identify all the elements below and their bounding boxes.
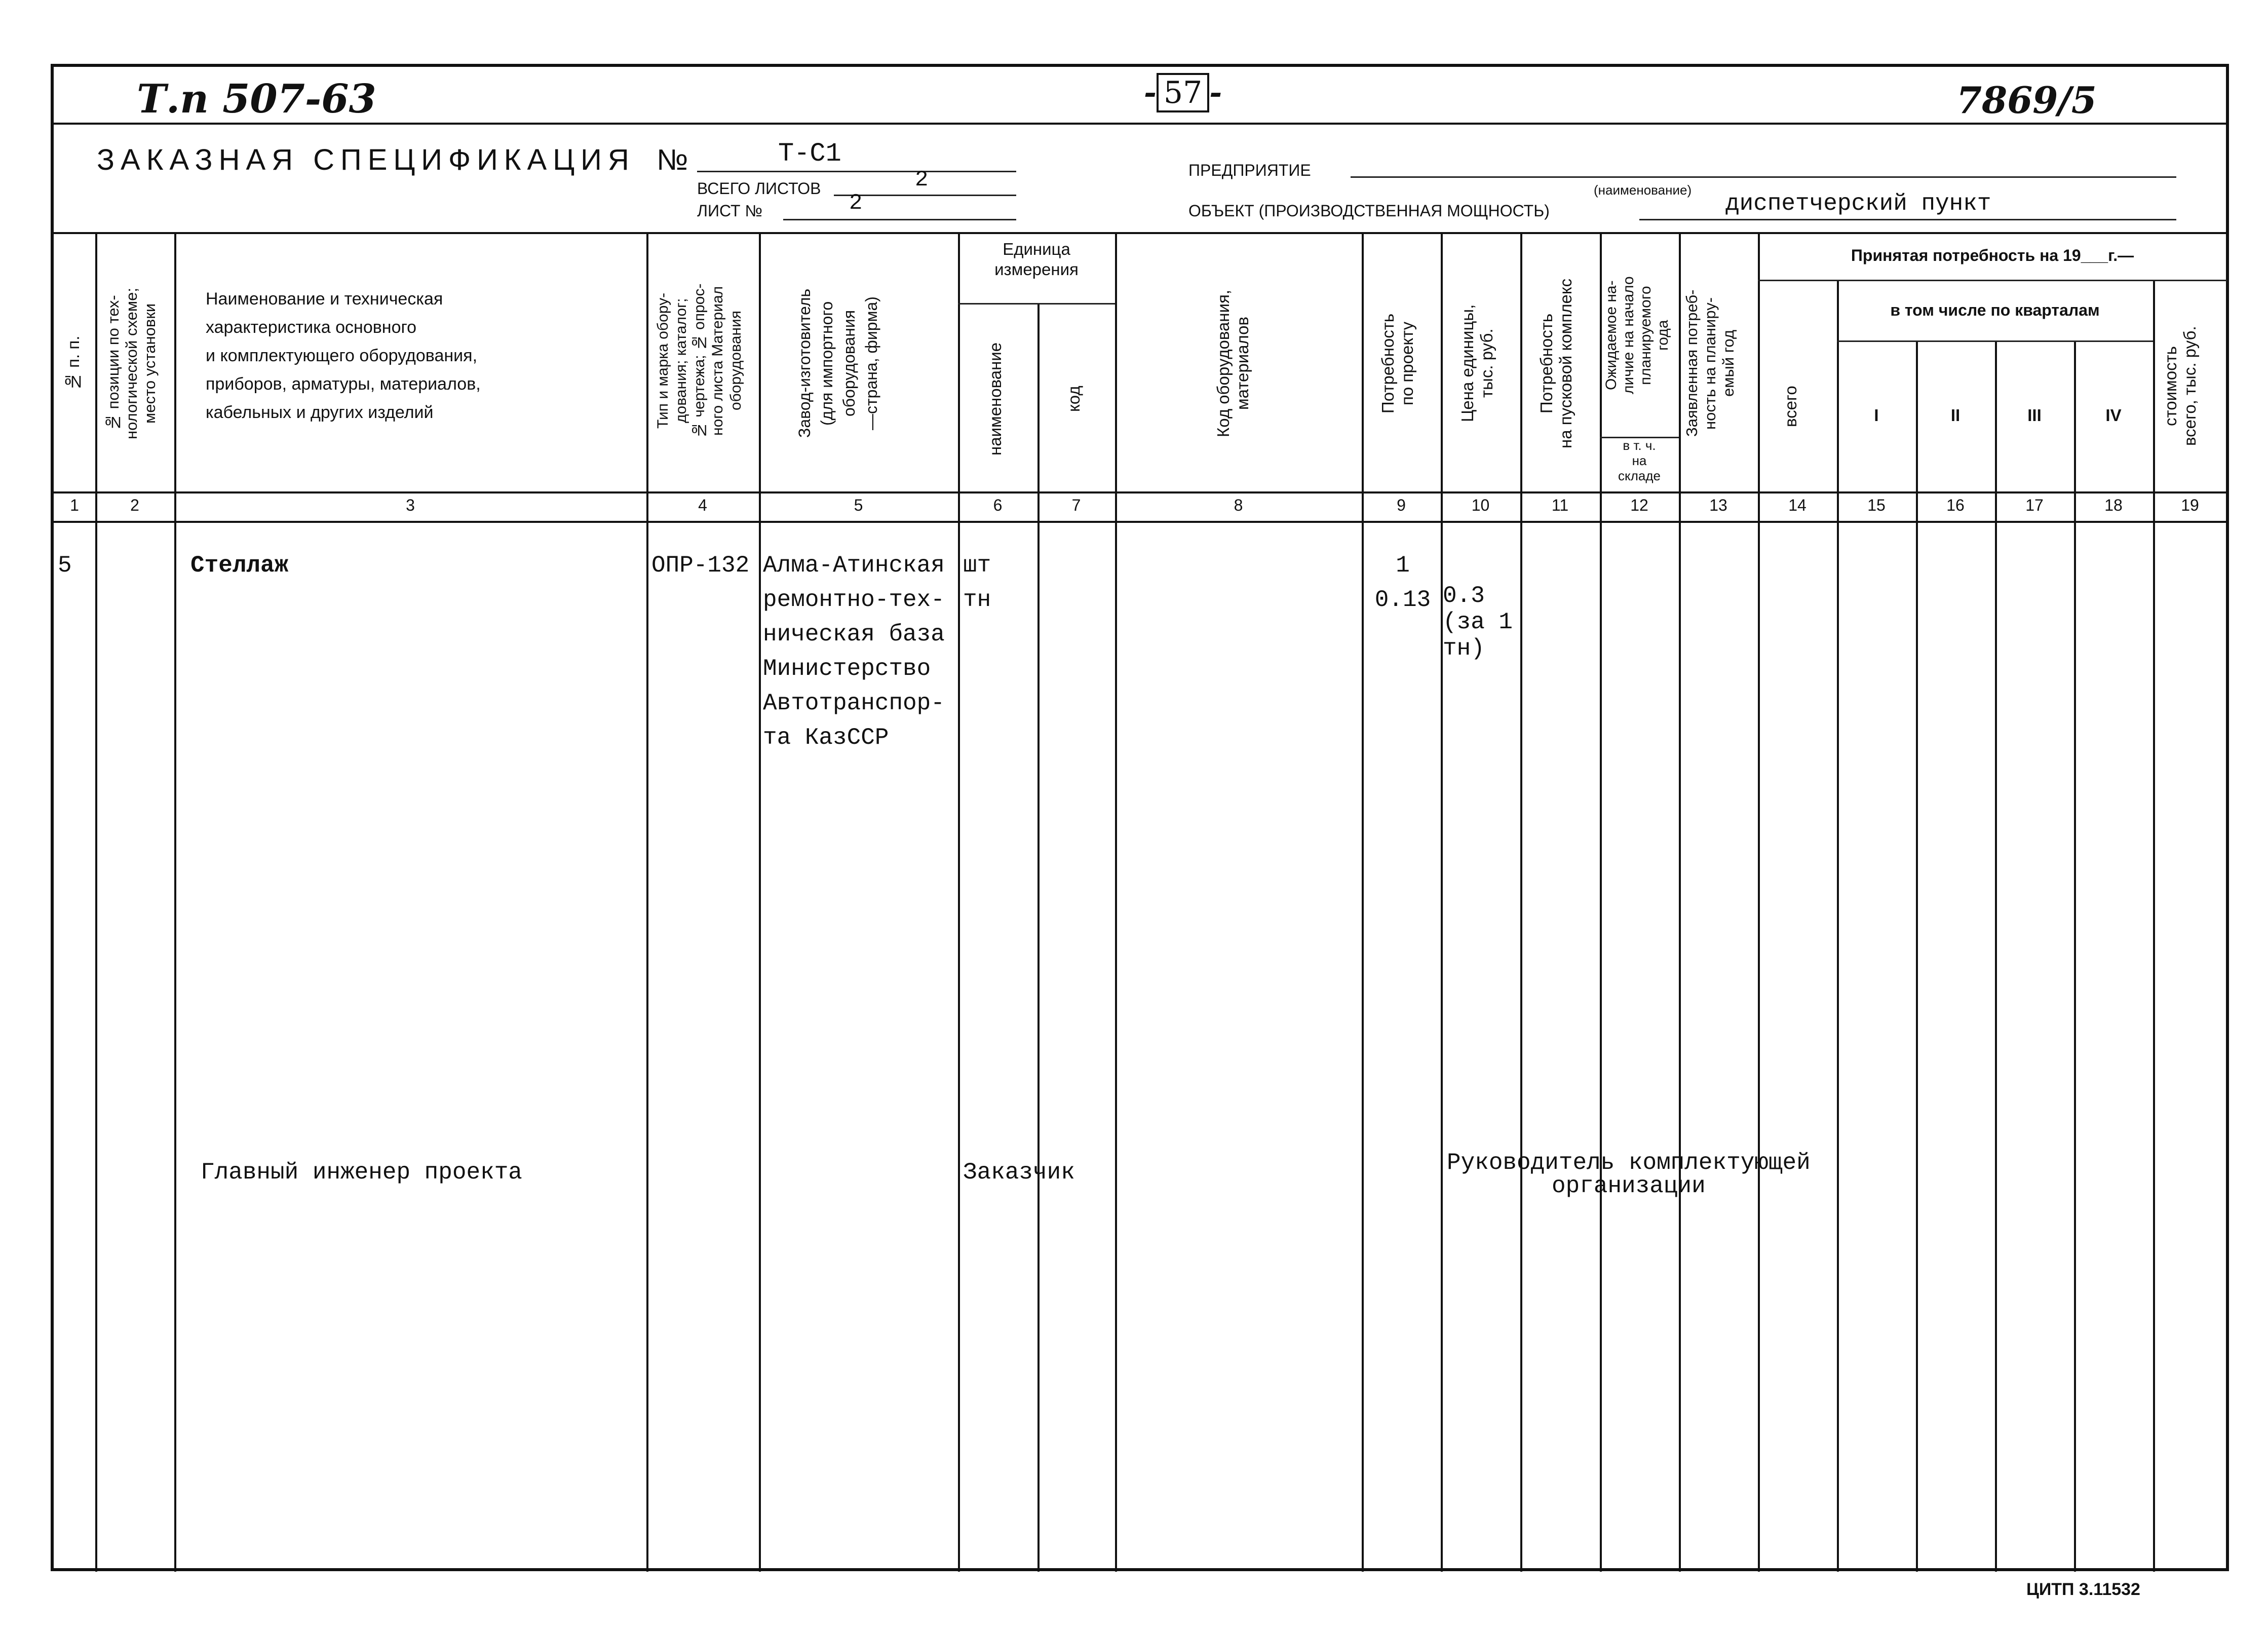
doc-number: 7869/5 <box>1956 79 2097 122</box>
col-num-15: 15 <box>1867 496 1886 514</box>
col-header-q1: I <box>1874 406 1879 425</box>
col-num-14: 14 <box>1788 496 1806 514</box>
col-num-8: 8 <box>1234 496 1243 514</box>
row-project-need: 1 0.13 <box>1374 552 1431 613</box>
col-header-startup-need: Потребность на пусковой комплекс <box>1537 278 1575 448</box>
col-num-7: 7 <box>1071 496 1081 514</box>
col-header-expected-stock: в т. ч. на складе <box>1618 438 1661 483</box>
col-header-scheme-pos: № позиции по тех- нологической схеме; место установки <box>104 287 159 439</box>
col-header-unit-group: Единица измерения <box>994 240 1079 279</box>
footer-stamp: ЦИТП 3.11532 <box>2026 1580 2140 1599</box>
signature-customer: Заказчик <box>963 1159 1075 1186</box>
col-header-equipment-code: Код оборудования, материалов <box>1214 289 1252 437</box>
col-num-11: 11 <box>1551 496 1569 514</box>
object-value: диспетчерский пункт <box>1725 191 1991 217</box>
col-num-10: 10 <box>1471 496 1490 514</box>
col-header-total-cost: стоимость всего, тыс. руб. <box>2161 326 2199 446</box>
signature-chief-engineer: Главный инженер проекта <box>201 1159 522 1186</box>
col-num-17: 17 <box>2025 496 2044 514</box>
total-sheets-label: ВСЕГО ЛИСТОВ <box>697 179 821 198</box>
enterprise-label: ПРЕДПРИЯТИЕ <box>1188 161 1311 179</box>
page-number: - 57 - <box>1144 75 1222 110</box>
page-number-box: 57 <box>1157 73 1209 112</box>
col-header-unit-code: код <box>1064 386 1083 412</box>
col-header-pos-num: № п. п. <box>64 335 83 391</box>
col-header-q2: II <box>1950 406 1961 425</box>
col-num-4: 4 <box>698 496 707 514</box>
col-num-1: 1 <box>70 496 79 514</box>
project-code: Т.п 507-63 <box>137 76 376 122</box>
col-num-2: 2 <box>130 496 139 514</box>
col-header-project-need: Потребность по проекту <box>1378 313 1416 413</box>
spec-title: ЗАКАЗНАЯ СПЕЦИФИКАЦИЯ <box>97 143 635 176</box>
specification-sheet <box>51 64 2229 1571</box>
sheet-label: ЛИСТ № <box>697 202 762 220</box>
col-header-quarters-group: в том числе по кварталам <box>1890 301 2100 319</box>
col-header-name: Наименование и техническая характеристика основного и комплектующего оборудования, приборов, арматуры, материалов, кабельных и других изделий <box>206 289 481 422</box>
col-num-5: 5 <box>854 496 863 514</box>
object-label: ОБЪЕКТ (ПРОИЗВОДСТВЕННАЯ МОЩНОСТЬ) <box>1188 202 1550 220</box>
row-pos-num: 5 <box>58 552 72 579</box>
col-header-declared-need: Заявленная потреб- ность на планиру- емый год <box>1683 289 1737 437</box>
col-num-6: 6 <box>993 496 1003 514</box>
col-header-q4: IV <box>2105 406 2122 425</box>
col-header-unit-price: Цена единицы, тыс. руб. <box>1458 304 1496 423</box>
row-item-type: ОПР-132 <box>651 552 750 579</box>
col-header-total: всего <box>1781 386 1800 427</box>
name-caption: (наименование) <box>1594 182 1692 198</box>
col-header-type: Тип и марка обору- дования; каталог; № чертежа; № опрос- ного листа Материал оборудования <box>655 283 744 438</box>
col-header-unit-name: наименование <box>986 342 1005 455</box>
row-unit: шт тн <box>963 552 991 613</box>
col-num-13: 13 <box>1709 496 1727 514</box>
col-header-expected: Ожидаемое на- личие на начало планируемого года <box>1603 276 1671 395</box>
sheet-value: 2 <box>849 191 863 216</box>
total-sheets-value: 2 <box>915 167 929 193</box>
col-num-18: 18 <box>2104 496 2123 514</box>
row-manufacturer: Алма-Атинская ремонтно-тех- ническая база Министерство Автотранспор- та КазССР <box>763 552 945 751</box>
row-unit-price: 0.3 (за 1 тн) <box>1443 583 1513 662</box>
col-num-12: 12 <box>1630 496 1648 514</box>
col-num-16: 16 <box>1946 496 1965 514</box>
col-header-q3: III <box>2027 406 2042 425</box>
col-header-manufacturer: Завод-изготовитель (для импортного оборудования —страна, фирма) <box>795 288 880 438</box>
col-num-9: 9 <box>1397 496 1406 514</box>
row-item-name: Стеллаж <box>190 552 289 579</box>
spec-number: Т-С1 <box>778 139 841 169</box>
spec-no-label: № <box>657 143 688 176</box>
col-num-3: 3 <box>406 496 415 514</box>
col-header-accepted-group: Принятая потребность на 19___г.— <box>1851 246 2134 264</box>
col-num-19: 19 <box>2181 496 2199 514</box>
signature-supplier-head: Руководитель комплектующей организации <box>1447 1150 1811 1199</box>
